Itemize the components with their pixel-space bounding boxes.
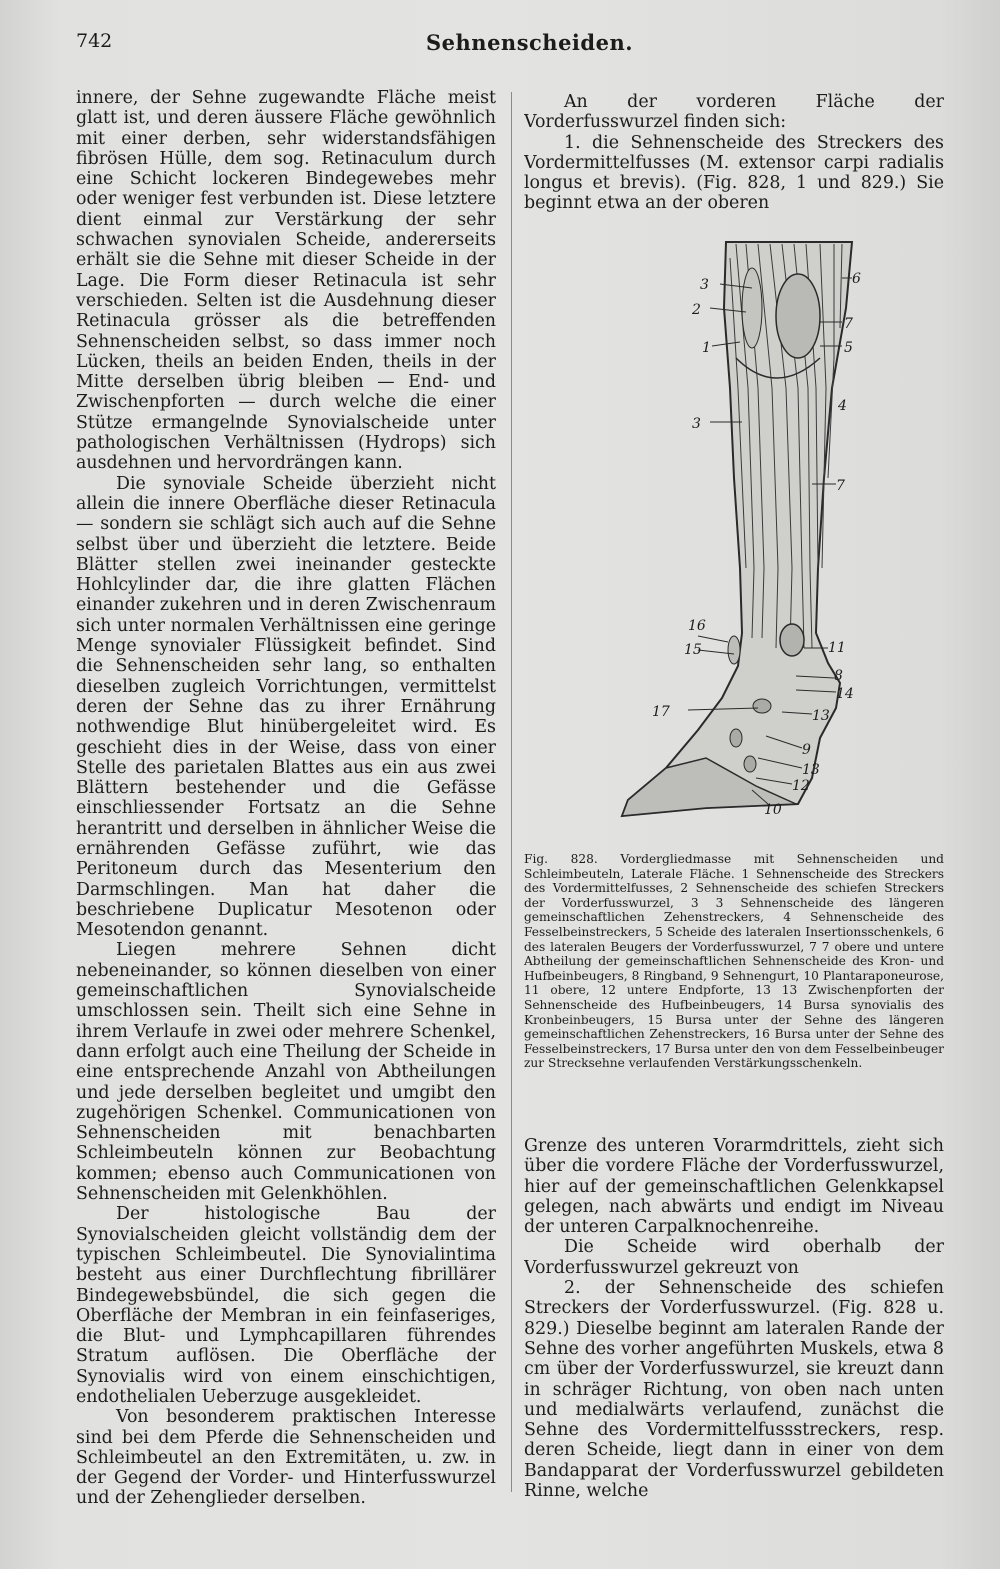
figure-label: 6 (852, 271, 861, 287)
right-column-bottom (524, 1136, 944, 1531)
paragraph: 2. der Sehnenscheide des schiefen Streckers der Vorderfusswurzel. (Fig. 828 u. 829.) Dieselbe beginnt am lateralen Rande der Sehne des vorher angeführten Muskels, etwa 8 cm über der Vorderfusswurzel, sie kreuzt dann in schräger Richtung, von oben nach unten und medialwärts verlaufend, zunächst die Sehne des Vordermittelfussstreckers, resp. deren Scheide, liegt dann in einer von dem Bandapparat der Vorderfusswurzel gebildeten Rinne, welche (524, 1278, 944, 1502)
sheath-oval (742, 268, 762, 348)
figure-label: 16 (688, 618, 706, 634)
bursa-oval (780, 624, 804, 656)
bursa-oval (744, 756, 756, 772)
paragraph: Liegen mehrere Sehnen dicht nebeneinander, so können dieselben von einer gemeinschaftlichen Synovialscheide umschlossen sein. Theilt sich eine Sehne in ihrem Verlaufe in zwei oder mehrere Schenkel, dann erfolgt auch eine Theilung der Scheide in eine entsprechende Anzahl von Abtheilungen und jede derselben begleitet und umgibt den zugehörigen Schenkel. Communicationen von Sehnenscheiden mit benachbarten Schleimbeuteln können zur Beobachtung kommen; ebenso auch Communicationen von Sehnenscheiden mit Gelenkhöhlen. (76, 940, 496, 1205)
figure-828-illustration (606, 238, 882, 838)
paragraph: Der histologische Bau der Synovialscheiden gleicht vollständig dem der typischen Schleimbeutel. Die Synovialintima besteht aus einer Durchflechtung fibrillärer Bindegewebsbündel, die sich gegen die Oberfläche der Membran in ein feinfaseriges, die Blut- und Lymphcapillaren führendes Stratum auflösen. Die Oberfläche der Synovialis wird von einem einschichtigen, endothelialen Ueberzuge ausgekleidet. (76, 1204, 496, 1407)
paragraph: An der vorderen Fläche der Vorderfusswurzel finden sich: (524, 92, 944, 133)
figure-label: 10 (764, 802, 782, 818)
figure-label: 14 (836, 686, 854, 702)
figure-label: 15 (684, 642, 702, 658)
paragraph: innere, der Sehne zugewandte Fläche meist glatt ist, und deren äussere Fläche gewöhnlich mit einer derben, sehr widerstandsfähigen fibrösen Hülle, dem sog. Retinaculum durch eine Schicht lockeren Bindegewebes mehr oder weniger fest verbunden ist. Diese letztere dient einmal zur Verstärkung der sehr schwachen synovialen Scheide, andererseits erhält sie die Sehne mit dieser Scheide in der Lage. Die Form dieser Retinacula ist sehr verschieden. Selten ist die Ausdehnung dieser Retinacula grösser als die betreffenden Sehnenscheiden selbst, so dass immer noch Lücken, theils an beiden Enden, theils in der Mitte derselben übrig bleiben — End- und Zwischenpforten — durch welche die einer Stütze ermangelnde Synovialscheide unter pathologischen Verhältnissen (Hydrops) sich ausdehnen und hervordrängen kann. (76, 88, 496, 474)
running-title: Sehnenscheiden. (426, 30, 634, 55)
paragraph: 1. die Sehnenscheide des Streckers des Vordermittelfusses (M. extensor carpi radialis longus et brevis). (Fig. 828, 1 und 829.) Sie beginnt etwa an der oberen (524, 132, 944, 214)
figure-caption (524, 852, 944, 1112)
figure-label: 11 (828, 640, 846, 656)
figure-label: 2 (692, 302, 701, 318)
paragraph: Grenze des unteren Vorarmdrittels, zieht sich über die vordere Fläche der Vorderfusswurzel, hier auf der gemeinschaftlichen Gelenkkapsel gelegen, nach abwärts und endigt im Niveau der unteren Carpalknochenreihe. (524, 1136, 944, 1238)
figure-label: 8 (834, 668, 843, 684)
figure-label: 12 (792, 778, 810, 794)
figure-label: 13 (812, 708, 830, 724)
figure-label: 1 (702, 340, 711, 356)
figure-label: 13 (802, 762, 820, 778)
bursa-oval (753, 699, 771, 713)
left-column (76, 88, 496, 1518)
paragraph: Von besonderem praktischen Interesse sind bei dem Pferde die Sehnenscheiden und Schleimbeutel an den Extremitäten, u. zw. in der Gegend der Vorder- und Hinterfusswurzel und der Zehenglieder derselben. (76, 1407, 496, 1509)
caption-text: Fig. 828. Vordergliedmasse mit Sehnenscheiden und Schleimbeuteln, Laterale Fläche. 1 Sehnenscheide des Streckers des Vordermittelfusses, 2 Sehnenscheide des schiefen Streckers der Vorderfusswurzel, 3 3 Sehnenscheide des längeren gemeinschaftlichen Zehenstreckers, 4 Sehnenscheide des Fesselbeinstreckers, 5 Scheide des lateralen Insertionsschenkels, 6 des lateralen Beugers der Vorderfusswurzel, 7 7 obere und untere Abtheilung der gemeinschaftlichen Sehnenscheide des Kron- und Hufbeinbeugers, 8 Ringband, 9 Sehnengurt, 10 Plantaraponeurose, 11 obere, 12 untere Endpforte, 13 13 Zwischenpforten der Sehnenscheide des Hufbeinbeugers, 14 Bursa synovialis des Kronbeinbeugers, 15 Bursa unter der Sehne des längeren gemeinschaftlichen Zehenstreckers, 16 Bursa unter der Sehne des Fesselbeinstreckers, 17 Bursa unter den von dem Fesselbeinbeuger zur Strecksehne verlaufenden Verstärkungsschenkeln. (524, 852, 944, 1071)
figure-label: 7 (836, 478, 845, 494)
paragraph: Die Scheide wird oberhalb der Vorderfusswurzel gekreuzt von (524, 1237, 944, 1278)
column-divider (511, 92, 512, 1492)
sheath-oval (776, 274, 820, 358)
bursa-oval (730, 729, 742, 747)
paragraph: Die synoviale Scheide überzieht nicht allein die innere Oberfläche dieser Retinacula — sondern sie schlägt sich auch auf die Sehne selbst über und überzieht die letztere. Beide Blätter stellen zwei ineinander gesteckte Hohlcylinder dar, die ihre glatten Flächen einander zukehren und in deren Zwischenraum sich unter normalen Verhältnissen eine geringe Menge synovialer Flüssigkeit befindet. Sind die Sehnenscheiden sehr lang, so enthalten dieselben zugleich Vorrichtungen, vermittelst deren der Sehne das zu ihrer Ernährung nothwendige Blut hinübergeleitet wird. Es geschieht dies in der Weise, dass von einer Stelle des parietalen Blattes aus ein aus zwei Blättern bestehender und die Gefässe einschliessender Fortsatz an die Sehne herantritt und derselben in ähnlicher Weise die ernährenden Gefässe zuführt, wie das Peritoneum durch das Mesenterium den Darmschlingen. Man hat daher die beschriebene Duplicatur Mesotenon oder Mesotendon genannt. (76, 473, 496, 941)
figure-label: 9 (802, 742, 811, 758)
page-number: 742 (76, 30, 113, 52)
figure-label: 17 (652, 704, 670, 720)
figure-label: 7 (844, 316, 853, 332)
page-header (76, 30, 946, 64)
figure-label: 5 (844, 340, 853, 356)
figure-label: 3 (692, 416, 701, 432)
right-column-top (524, 92, 944, 222)
bursa-oval (728, 636, 740, 664)
foreleg-drawing (606, 238, 882, 838)
figure-label: 4 (838, 398, 847, 414)
figure-label: 3 (700, 277, 709, 293)
